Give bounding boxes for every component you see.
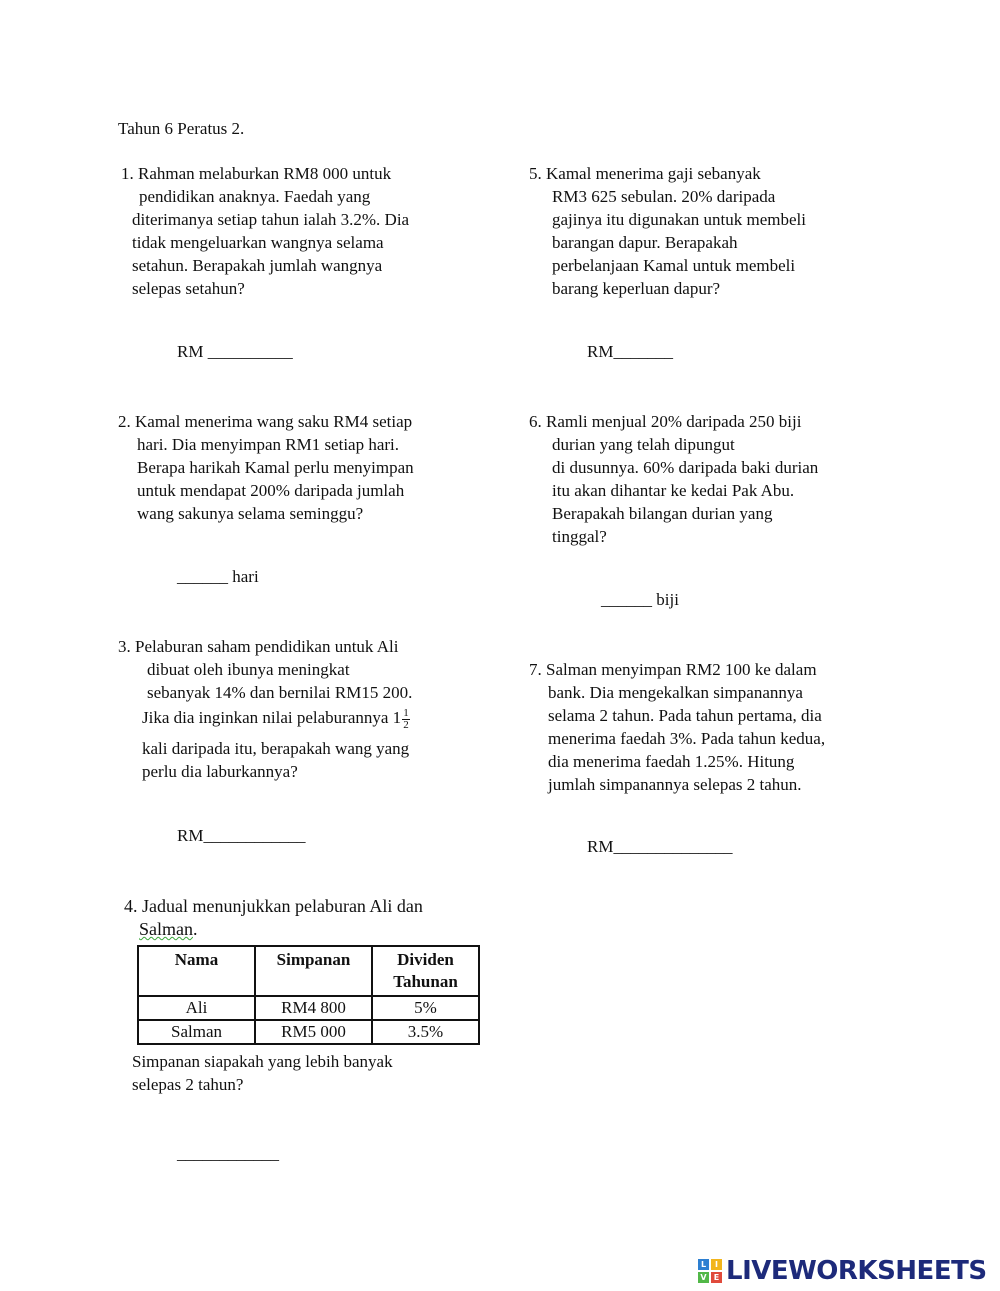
question-7-line: bank. Dia mengekalkan simpanannya	[548, 683, 803, 702]
table-row	[138, 996, 479, 1020]
question-2-line: wang sakunya selama seminggu?	[137, 504, 364, 523]
question-3-line: sebanyak 14% dan bernilai RM15 200.	[147, 683, 413, 702]
question-2-line: hari. Dia menyimpan RM1 setiap hari.	[137, 435, 400, 454]
table-header-dividen-line1: Dividen	[397, 950, 454, 969]
answer-blank-1[interactable]: RM __________	[177, 342, 293, 361]
table-header-row	[138, 946, 479, 996]
question-6-line: di dusunnya. 60% daripada baki durian	[552, 458, 819, 477]
question-6-line: itu akan dihantar ke kedai Pak Abu.	[552, 481, 795, 500]
question-3-line-text: Jika dia inginkan nilai pelaburannya 1	[142, 708, 402, 727]
question-7-line: 7. Salman menyimpan RM2 100 ke dalam	[529, 660, 817, 679]
answer-blank-2[interactable]: ______ hari	[177, 567, 259, 586]
question-3-line	[142, 706, 410, 731]
answer-blank-5[interactable]: RM_______	[587, 342, 673, 361]
liveworksheets-logo	[698, 1255, 987, 1287]
logo-block: V	[698, 1272, 709, 1283]
question-3-line: dibuat oleh ibunya meningkat	[147, 660, 350, 679]
question-4-title	[124, 895, 423, 941]
answer-blank-6[interactable]: ______ biji	[601, 590, 679, 609]
logo-text: LIVEWORKSHEETS	[726, 1256, 987, 1286]
table-header-nama: Nama	[138, 946, 255, 996]
question-1-line: pendidikan anaknya. Faedah yang	[139, 187, 371, 206]
answer-blank-4[interactable]: ____________	[177, 1144, 279, 1163]
table-cell: Salman	[138, 1020, 255, 1044]
question-7-line: selama 2 tahun. Pada tahun pertama, dia	[548, 706, 822, 725]
question-2-line: untuk mendapat 200% daripada jumlah	[137, 481, 405, 500]
table-header-simpanan: Simpanan	[255, 946, 372, 996]
question-4-title-text: Jadual menunjukkan pelaburan Ali dan	[142, 896, 423, 916]
table-cell: RM5 000	[255, 1020, 372, 1044]
question-5-line: 5. Kamal menerima gaji sebanyak	[529, 164, 761, 183]
question-4-title-name: Salman	[139, 919, 193, 939]
fraction	[402, 708, 410, 731]
question-6-line: Berapakah bilangan durian yang	[552, 504, 773, 523]
investment-table	[137, 945, 480, 1045]
question-7-line: dia menerima faedah 1.25%. Hitung	[548, 752, 795, 771]
question-1-line: diterimanya setiap tahun ialah 3.2%. Dia	[132, 210, 410, 229]
question-3-line: kali daripada itu, berapakah wang yang	[142, 739, 410, 758]
question-3-line: perlu dia laburkannya?	[142, 762, 298, 781]
worksheet-title: Tahun 6 Peratus 2.	[118, 119, 245, 138]
question-5-line: perbelanjaan Kamal untuk membeli	[552, 256, 796, 275]
answer-blank-3[interactable]: RM____________	[177, 826, 306, 845]
question-6-line: durian yang telah dipungut	[552, 435, 735, 454]
fraction-numerator: 1	[403, 706, 409, 719]
logo-block: I	[711, 1259, 722, 1270]
question-4-line: selepas 2 tahun?	[132, 1075, 244, 1094]
table-cell: Ali	[138, 996, 255, 1020]
logo-block: L	[698, 1259, 709, 1270]
question-4-title-end: .	[193, 919, 198, 939]
question-3-line: 3. Pelaburan saham pendidikan untuk Ali	[118, 637, 399, 656]
table-cell: 3.5%	[372, 1020, 479, 1044]
table-header-dividen-line2: Tahunan	[393, 972, 458, 991]
question-5-line: gajinya itu digunakan untuk membeli	[552, 210, 807, 229]
question-6-line: 6. Ramli menjual 20% daripada 250 biji	[529, 412, 802, 431]
table-header-dividen	[372, 946, 479, 996]
question-1-line: selepas setahun?	[132, 279, 245, 298]
table-cell: 5%	[372, 996, 479, 1020]
question-5-line: RM3 625 sebulan. 20% daripada	[552, 187, 776, 206]
question-2-line: Berapa harikah Kamal perlu menyimpan	[137, 458, 414, 477]
logo-blocks-icon	[698, 1259, 722, 1283]
question-4-line: Simpanan siapakah yang lebih banyak	[132, 1052, 393, 1071]
question-2-line: 2. Kamal menerima wang saku RM4 setiap	[118, 412, 413, 431]
question-6-line: tinggal?	[552, 527, 607, 546]
table-cell: RM4 800	[255, 996, 372, 1020]
question-5-line: barang keperluan dapur?	[552, 279, 721, 298]
fraction-denominator: 2	[403, 718, 409, 731]
logo-block: E	[711, 1272, 722, 1283]
question-5-line: barangan dapur. Berapakah	[552, 233, 738, 252]
question-1-line: 1. Rahman melaburkan RM8 000 untuk	[121, 164, 392, 183]
question-1-line: tidak mengeluarkan wangnya selama	[132, 233, 384, 252]
question-7-line: menerima faedah 3%. Pada tahun kedua,	[548, 729, 826, 748]
question-1-line: setahun. Berapakah jumlah wangnya	[132, 256, 383, 275]
answer-blank-7[interactable]: RM______________	[587, 837, 733, 856]
table-row	[138, 1020, 479, 1044]
question-4-number: 4.	[124, 896, 142, 916]
question-7-line: jumlah simpanannya selepas 2 tahun.	[548, 775, 802, 794]
